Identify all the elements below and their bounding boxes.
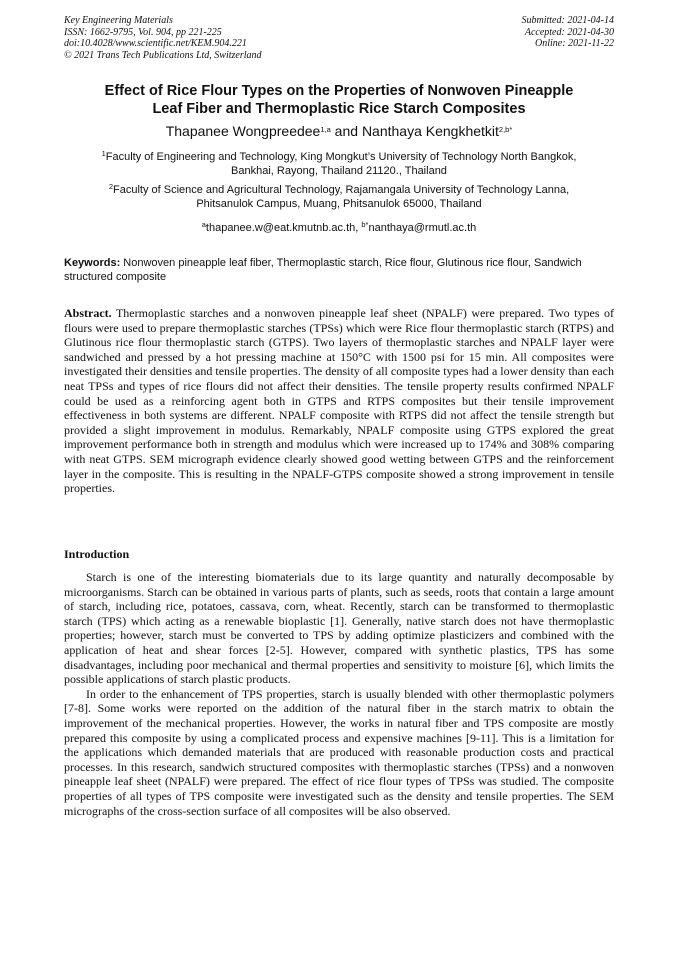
email-a-marker: a [201,220,206,229]
email-b[interactable]: nanthaya@rmutl.ac.th [368,222,477,234]
introduction-body [64,570,614,818]
keywords-text: Nonwoven pineapple leaf fiber, Thermoplastic starch, Rice flour, Glutinous rice flour, Sandwich structured composite [64,257,582,283]
keywords-label: Keywords: [64,257,121,269]
title-line-1: Effect of Rice Flour Types on the Properties of Nonwoven Pineapple [104,83,574,99]
author-1: Thapanee Wongpreedee [165,123,321,139]
affiliation-2-marker: 2 [108,182,113,191]
abstract-label: Abstract. [64,306,112,320]
journal-info [64,15,262,61]
affiliation-1-line-2: Bankhai, Rayong, Thailand 21120., Thailand [231,165,447,177]
author-conjunction: and [330,123,362,139]
author-1-affil: 1,a [320,125,331,134]
email-b-marker: b* [361,220,369,229]
submission-dates [522,15,615,50]
abstract-text: Thermoplastic starches and a nonwoven pineapple leaf sheet (NPALF) were prepared. Two types of flours were used to prepare thermoplastic starches (TPSs) which were Rice flour thermoplastic starch (RTPS) and Glutinous rice flour thermoplastic starch (GTPS). Two layers of thermoplastic starches and NPALF layer were sandwiched and pressed by a hot pressing machine at 150°C with 1500 psi for 15 min. All composites were investigated their densities and tensile properties. The density of all composite types had a lower density than each neat TPSs and types of rice flours did not affect their densities. The tensile property results confirmed NPALF could be used as a reinforcing agent both in GTPS and RTPS composites but their tensile improvement effectiveness in both systems are different. NPALF composite with RTPS did not affect the tensile strength but provided a slight improvement in modulus. Remarkably, NPALF composite using GTPS explored the great improvement performance both in strength and modulus which were increased up to 174% and 308% comparing with neat GTPS. SEM micrograph evidence clearly showed good wetting between GTPS and the reinforcement layer in the composite. This is resulting in the NPALF-GTPS composite showed a strong improvement in tensile properties. [64,306,614,496]
keywords [64,256,614,284]
affiliation-2-line-2: Phitsanulok Campus, Muang, Phitsanulok 65000, Thailand [196,198,482,210]
affiliation-2 [50,183,628,211]
affiliation-1-marker: 1 [101,149,106,158]
title-line-2: Leaf Fiber and Thermoplastic Rice Starch Composites [152,101,526,117]
author-line [40,122,638,140]
journal-doi[interactable]: doi:10.4028/www.scientific.net/KEM.904.221 [64,38,247,49]
journal-issn: ISSN: 1662-9795, Vol. 904, pp 221-225 [64,26,222,38]
accepted-date: Accepted: 2021-04-30 [524,26,614,38]
affiliation-1 [50,150,628,178]
journal-name: Key Engineering Materials [64,15,173,26]
affiliation-2-line-1: Faculty of Science and Agricultural Technology, Rajamangala University of Technology Lanna, [113,184,570,196]
paper-title [40,82,638,118]
section-heading-introduction: Introduction [64,547,130,561]
author-2: Nanthaya Kengkhetkit [361,123,499,139]
online-date: Online: 2021-11-22 [535,38,614,49]
affiliation-1-line-1: Faculty of Engineering and Technology, King Mongkut’s University of Technology North Bangkok, [105,151,577,163]
journal-copyright: © 2021 Trans Tech Publications Ltd, Switzerland [64,49,262,61]
introduction-paragraph-2: In order to the enhancement of TPS properties, starch is usually blended with other thermoplastic polymers [7-8]. Some works were reported on the addition of the natural fiber in the starch matrix to obtain the improvement of the mechanical properties. However, the works in natural fiber and TPS composite are mostly prepared this composite by using a complicated process and expensive machines [9-11]. This is a limitation for the applications which demanded materials that are produced with reasonable production costs and practical processes. In this research, sandwich structured composites with thermoplastic starches (TPSs) and a nonwoven pineapple leaf sheet (NPALF) were prepared. The effect of rice flour types of TPSs was studied. The composite properties of all types of TPS composite were investigated such as the density and tensile properties. The SEM micrographs of the cross-section surface of all composites will be also observed. [64,686,614,818]
email-a[interactable]: thapanee.w@eat.kmutnb.ac.th, [205,222,362,234]
introduction-paragraph-1: Starch is one of the interesting biomaterials due to its large quantity and naturally decomposable by microorganisms. Starch can be obtained in various parts of plants, such as seeds, roots that contain a large amount of starch, including rice, potatoes, cassava, corn, wheat. Recently, starch can be transformed to thermoplastic starch (TPS) which acting as a renewable bioplastic [1]. Generally, native starch does not have thermoplastic properties; however, starch must be converted to TPS by adding optimize plasticizers and combined with the application of heat and shear forces [2-5]. However, compared with synthetic plastics, TPS has some disadvantages, including poor mechanical and thermal properties and sensitivity to moisture [6], which limits the possible applications of starch plastic products. [64,570,614,687]
submitted-date: Submitted: 2021-04-14 [521,15,614,26]
author-2-affil: 2,b* [498,125,513,134]
author-emails [40,221,638,235]
abstract [64,306,614,496]
